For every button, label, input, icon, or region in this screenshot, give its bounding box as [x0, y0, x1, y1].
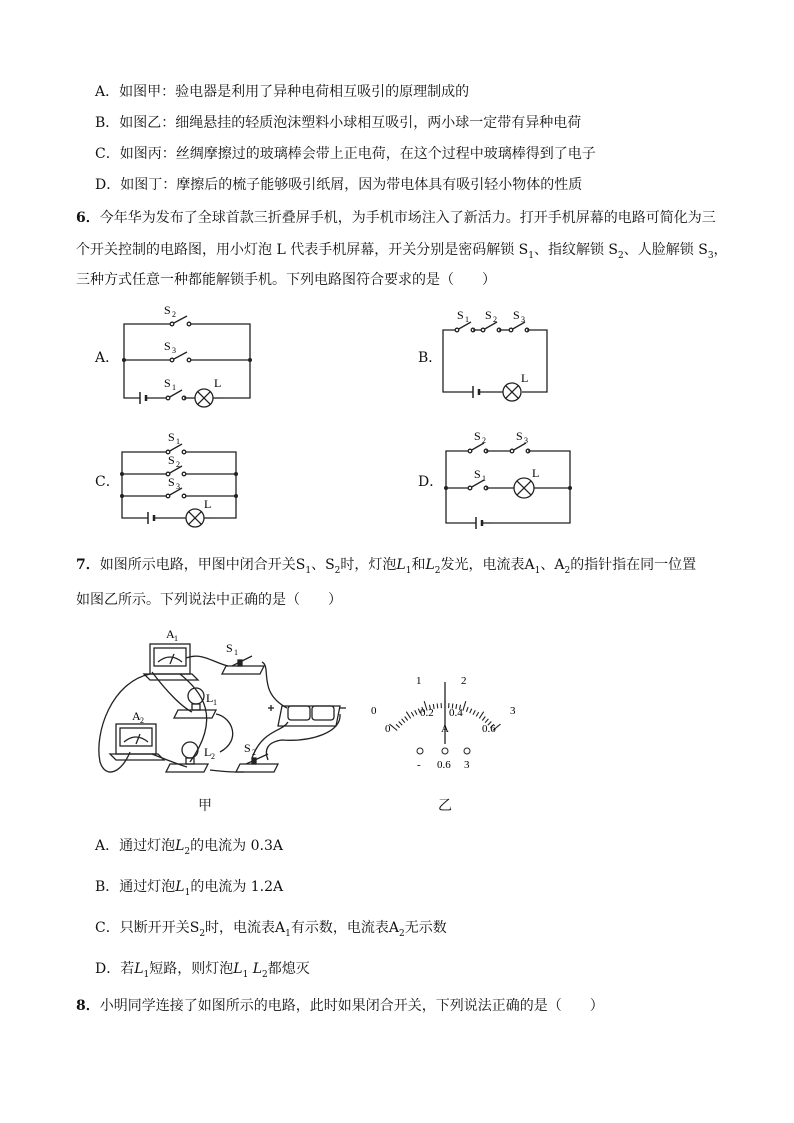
svg-text:1: 1 — [174, 634, 178, 643]
terminal-label-3: 3 — [464, 759, 470, 771]
dial-tick — [463, 701, 466, 711]
dial-tick — [399, 722, 403, 726]
q7-figure-jia-caption: 甲 — [198, 798, 212, 814]
dial-bottom-label-2: 0.4 — [449, 707, 463, 719]
svg-text:S: S — [474, 429, 481, 443]
q6-circuit-c — [112, 428, 252, 532]
q5-option-c: C．如图丙：丝绸摩擦过的玻璃棒会带上正电荷，在这个过程中玻璃棒得到了电子 — [95, 146, 596, 162]
dial-bottom-label-0: 0 — [385, 723, 391, 735]
svg-text:1: 1 — [172, 383, 176, 392]
svg-text:3: 3 — [524, 436, 528, 445]
dial-tick — [476, 712, 479, 716]
svg-text:2: 2 — [172, 310, 176, 319]
svg-text:L: L — [206, 691, 214, 705]
svg-text:3: 3 — [172, 346, 176, 355]
q6-option-a-label: A． — [95, 350, 120, 366]
q6-circuit-b — [435, 300, 565, 405]
dial-tick — [482, 717, 485, 721]
q6-stem-line3: 三种方式任意一种都能解锁手机。下列电路图符合要求的是（ ） — [76, 272, 496, 288]
q6-number: 6． — [76, 210, 100, 226]
svg-text:L: L — [204, 745, 212, 759]
svg-text:2: 2 — [140, 716, 144, 725]
svg-text:L: L — [521, 371, 529, 385]
svg-text:1: 1 — [465, 315, 469, 324]
q7-figure-jia — [92, 622, 347, 784]
dial-tick — [437, 704, 438, 709]
q5-option-d: D．如图丁：摩擦后的梳子能够吸引纸屑，因为带电体具有吸引轻小物体的性质 — [95, 177, 583, 193]
svg-text:1: 1 — [234, 648, 238, 657]
q6-stem-line2: 个开关控制的电路图，用小灯泡 L 代表手机屏幕，开关分别是密码解锁 $S_1$、指纹解锁 $S_2$、人脸解锁 $S_3$， — [76, 242, 728, 261]
svg-text:3: 3 — [521, 315, 525, 324]
svg-text:S: S — [516, 429, 523, 443]
q6-circuit-d — [436, 425, 581, 533]
svg-text:S: S — [485, 308, 492, 322]
svg-text:L: L — [214, 376, 222, 390]
q7-number: 7． — [76, 557, 100, 573]
dial-tick — [405, 717, 408, 721]
q5-option-b: B．如图乙：细绳悬挂的轻质泡沫塑料小球相互吸引，两小球一定带有异种电荷 — [95, 115, 582, 131]
svg-text:2: 2 — [252, 748, 256, 757]
q7-stem-line1: 7．如图所示电路，甲图中闭合开关$S_1$、$S_2$时，灯泡$L_1$和$L_2$发光，电流表$A_1$、$A_2$的指针指在同一位置 — [76, 557, 697, 576]
svg-text:S: S — [168, 475, 175, 489]
svg-text:A: A — [166, 627, 175, 641]
dial-bottom-label-1: 0.2 — [420, 707, 434, 719]
terminal-label-negative: - — [417, 759, 421, 771]
dial-tick — [406, 712, 410, 719]
svg-text:S: S — [457, 308, 464, 322]
svg-text:2: 2 — [493, 315, 497, 324]
svg-text:S: S — [164, 376, 171, 390]
dial-top-label-2: 2 — [461, 675, 467, 687]
svg-text:3: 3 — [176, 482, 180, 491]
dial-top-label-1: 1 — [416, 675, 422, 687]
dial-top-label-3: 3 — [510, 705, 516, 717]
q7-option-b: B．通过灯泡$L_1$的电流为 1.2A — [95, 879, 284, 898]
dial-tick — [470, 709, 472, 714]
q8-stem: 8．小明同学连接了如图所示的电路，此时如果闭合开关，下列说法正确的是（ ） — [76, 998, 604, 1014]
q7-option-a: A．通过灯泡$L_2$的电流为 0.3A — [95, 838, 283, 857]
q7-option-d: D．若$L_1$短路，则灯泡$L_1$ $L_2$都熄灭 — [95, 961, 310, 980]
dial-tick — [466, 707, 468, 712]
dial-tick — [396, 724, 400, 727]
q7-figure-yi-ammeter-dial — [365, 670, 525, 775]
dial-tick — [415, 710, 417, 715]
svg-text:S: S — [513, 308, 520, 322]
terminal-label-0.6: 0.6 — [437, 759, 451, 771]
q6-option-b-label: B． — [418, 350, 443, 366]
dial-tick — [411, 712, 414, 716]
dial-unit: A — [441, 723, 449, 735]
q7-option-c: C．只断开开关$S_2$时，电流表$A_1$有示数，电流表$A_2$无示数 — [95, 920, 447, 939]
svg-text:S: S — [168, 453, 175, 467]
terminal-3 — [464, 748, 470, 754]
svg-text:2: 2 — [176, 460, 180, 469]
q6-option-d-label: D． — [418, 474, 444, 490]
svg-text:S: S — [474, 467, 481, 481]
q7-stem-line2: 如图乙所示。下列说法中正确的是（ ） — [76, 592, 342, 608]
svg-text:1: 1 — [176, 437, 180, 446]
dial-tick — [402, 719, 405, 723]
terminal-negative — [417, 748, 423, 754]
q6-stem-line1: 6．今年华为发布了全球首款三折叠屏手机，为手机市场注入了新活力。打开手机屏幕的电路可简化为三 — [76, 210, 716, 226]
svg-text:L: L — [532, 466, 540, 480]
q7-figure-yi-caption: 乙 — [438, 798, 452, 814]
q6-circuit-a — [110, 298, 270, 410]
svg-text:S: S — [168, 430, 175, 444]
svg-text:1: 1 — [482, 474, 486, 483]
svg-text:S: S — [164, 339, 171, 353]
dial-tick — [473, 710, 475, 715]
svg-text:S: S — [244, 741, 251, 755]
dial-bottom-label-3: 0.6 — [482, 723, 496, 735]
q6-option-c-label: C． — [95, 474, 120, 490]
svg-text:S: S — [164, 303, 171, 317]
q5-option-a: A．如图甲：验电器是利用了异种电荷相互吸引的原理制成的 — [95, 84, 470, 100]
dial-top-label-0: 0 — [371, 705, 377, 717]
svg-text:2: 2 — [211, 752, 215, 761]
svg-text:1: 1 — [213, 698, 217, 707]
terminal-0.6 — [442, 748, 448, 754]
q8-number: 8． — [76, 998, 100, 1014]
svg-text:A: A — [132, 709, 141, 723]
svg-text:2: 2 — [482, 436, 486, 445]
svg-text:S: S — [226, 641, 233, 655]
svg-text:L: L — [204, 497, 212, 511]
dial-tick — [479, 712, 483, 719]
